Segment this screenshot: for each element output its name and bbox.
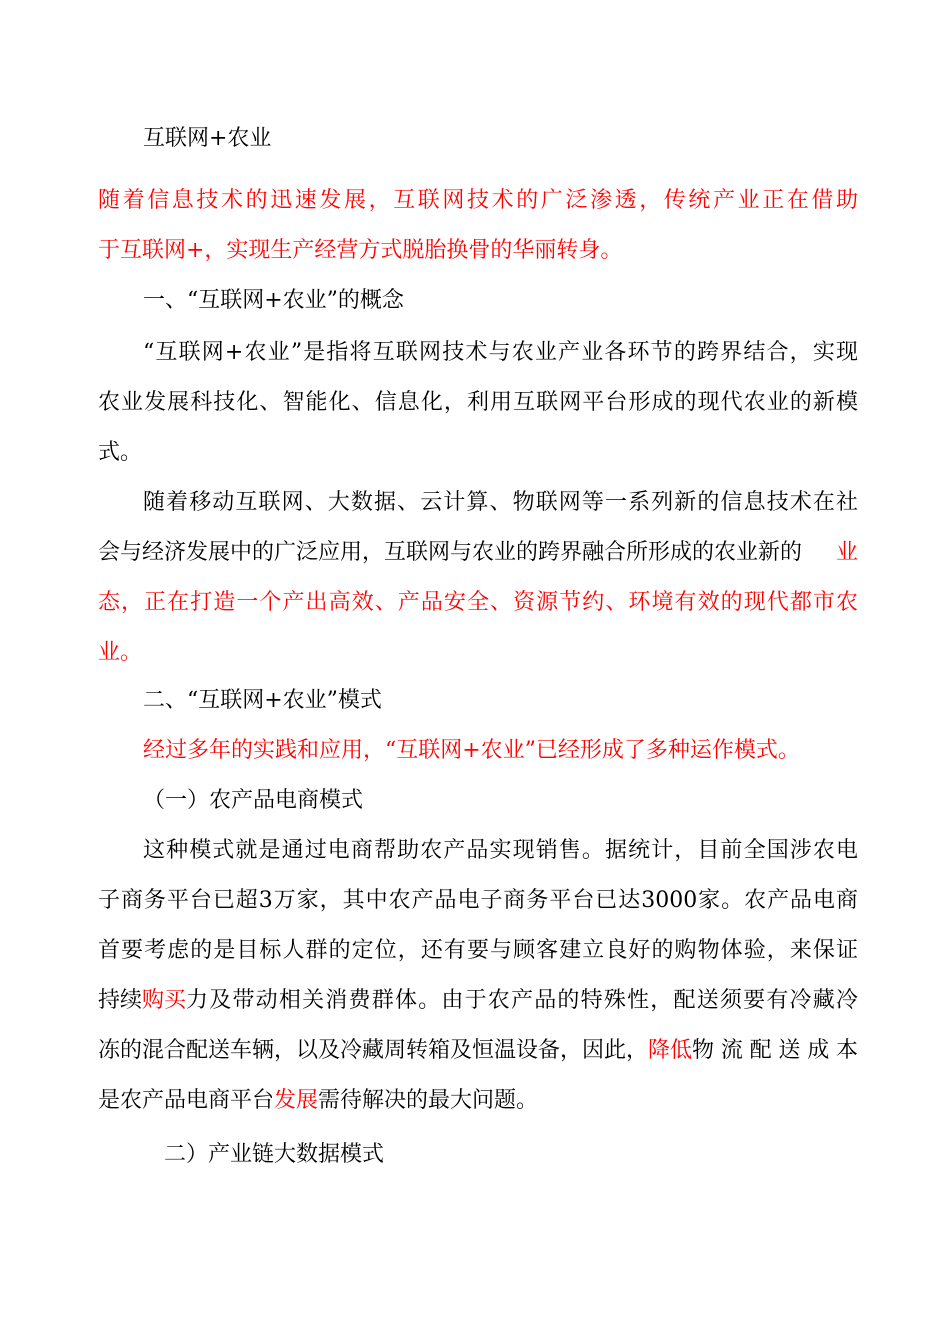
paragraph-line: 式。: [98, 440, 143, 465]
paragraph-text: 持续: [98, 988, 143, 1013]
section-intro: 经过多年的实践和应用，“互联网+农业”已经形成了多种运作模式。: [143, 738, 800, 763]
subsection-heading: 二）产业链大数据模式: [164, 1142, 385, 1167]
paragraph-line: [98, 986, 858, 1016]
intro-line: 于互联网+，实现生产经营方式脱胎换骨的华丽转身。: [98, 238, 623, 263]
section-heading: 一、“互联网+农业”的概念: [143, 288, 404, 313]
paragraph-line: 态，正在打造一个产出高效、产品安全、资源节约、环境有效的现代都市农: [98, 590, 858, 615]
paragraph-text: 会与经济发展中的广泛应用，互联网与农业的跨界融合所形成的农业新的: [98, 540, 803, 565]
paragraph-line: 随着移动互联网、大数据、云计算、物联网等一系列新的信息技术在社: [143, 490, 858, 515]
paragraph-text: 力及带动相关消费群体。由于农产品的特殊性，配送须要有冷藏冷: [186, 988, 858, 1013]
highlight-text: 发展: [274, 1088, 319, 1113]
highlight-text: 购买: [142, 988, 187, 1013]
subsection-heading: （一）农产品电商模式: [143, 788, 364, 813]
paragraph-line: [98, 1086, 858, 1116]
paragraph-line: “互联网+农业”是指将互联网技术与农业产业各环节的跨界结合，实现: [143, 340, 858, 365]
paragraph-line: 农业发展科技化、智能化、信息化，利用互联网平台形成的现代农业的新模: [98, 390, 858, 415]
intro-line: 随着信息技术的迅速发展，互联网技术的广泛渗透，传统产业正在借助: [98, 188, 858, 213]
highlight-text: 业: [835, 540, 858, 565]
paragraph-line: 首要考虑的是目标人群的定位，还有要与顾客建立良好的购物体验，来保证: [98, 938, 858, 963]
section-heading: 二、“互联网+农业”模式: [143, 688, 382, 713]
paragraph-line: 子商务平台已超3万家，其中农产品电子商务平台已达3000家。农产品电商: [98, 888, 858, 913]
paragraph-text: 需待解决的最大问题。: [318, 1088, 539, 1113]
paragraph-text: 物流配送成本: [692, 1038, 858, 1063]
document-title: 互联网+农业: [143, 126, 272, 151]
highlight-text: 降低: [648, 1038, 693, 1063]
paragraph-line: [98, 1036, 858, 1066]
paragraph-line: [98, 538, 858, 568]
paragraph-text: 是农产品电商平台: [98, 1088, 275, 1113]
paragraph-line: 这种模式就是通过电商帮助农产品实现销售。据统计，目前全国涉农电: [143, 838, 858, 863]
paragraph-text: 冻的混合配送车辆，以及冷藏周转箱及恒温设备，因此，: [98, 1038, 649, 1063]
paragraph-line: 业。: [98, 640, 143, 665]
